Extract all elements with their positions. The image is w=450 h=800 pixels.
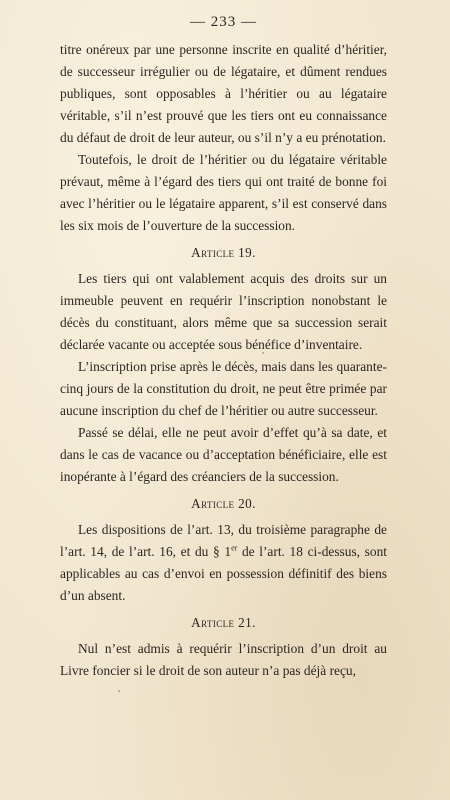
- paragraph-dispositions: [60, 519, 387, 607]
- page-number: — 233 —: [190, 14, 257, 30]
- paragraph-passe-ce-delai: Passé se délai, elle ne peut avoir d’effet qu’à sa date, et dans le cas de vacance ou d’acceptation bénéficiaire, elle est inopérante à l’égard des créanciers de la succession.: [60, 425, 387, 484]
- paragraph-les-tiers: Les tiers qui ont valablement acquis des droits sur un immeuble peuvent en requérir l’inscription nonobstant le décès du constituant, alors même que sa succession serait déclarée vacante ou acceptée sous bénéfice d’inventaire.: [60, 271, 387, 352]
- paper-speck: [118, 690, 120, 692]
- paragraph-continued: titre onéreux par une personne inscrite en qualité d’héritier, de successeur irrégulier ou de légataire, et dûment rendues publiques, sont opposables à l’héritier ou au légataire véritable, s’il n’est prouvé que les tiers ont eu connaissance du défaut de droit de leur auteur, ou s’il n’y a eu prénotation.: [60, 42, 387, 145]
- paragraph-nul-n-est-admis: Nul n’est admis à requérir l’inscription d’un droit au Livre foncier si le droit de son auteur n’a pas déjà reçu,: [60, 641, 387, 678]
- paragraph-inscription: L’inscription prise après le décès, mais dans les quarante-cinq jours de la constitution du droit, ne peut être primée par aucune inscription du chef de l’héritier ou autre successeur.: [60, 359, 387, 418]
- dispositions-text-start: Les dispositions de l’art. 13, du troisième paragraphe de l’art. 14, de l’art. 16, et du § 1: [60, 522, 387, 559]
- paper-speck: [262, 352, 264, 354]
- superscript-er: er: [231, 543, 238, 553]
- article-19-heading: Article 19.: [191, 245, 256, 260]
- article-21-heading: Article 21.: [191, 615, 256, 630]
- paragraph-toutefois: Toutefois, le droit de l’héritier ou du légataire véritable prévaut, même à l’égard des tiers qui ont traité de bonne foi avec l’héritier ou le légataire apparent, s’il est conservé dans les six mois de l’ouverture de la succession.: [60, 152, 387, 233]
- dispositions-text-end: de l’art. 18 ci-dessus, sont applicables au cas d’envoi en possession définitif des biens d’un absent.: [60, 544, 387, 603]
- article-20-heading: Article 20.: [191, 496, 256, 511]
